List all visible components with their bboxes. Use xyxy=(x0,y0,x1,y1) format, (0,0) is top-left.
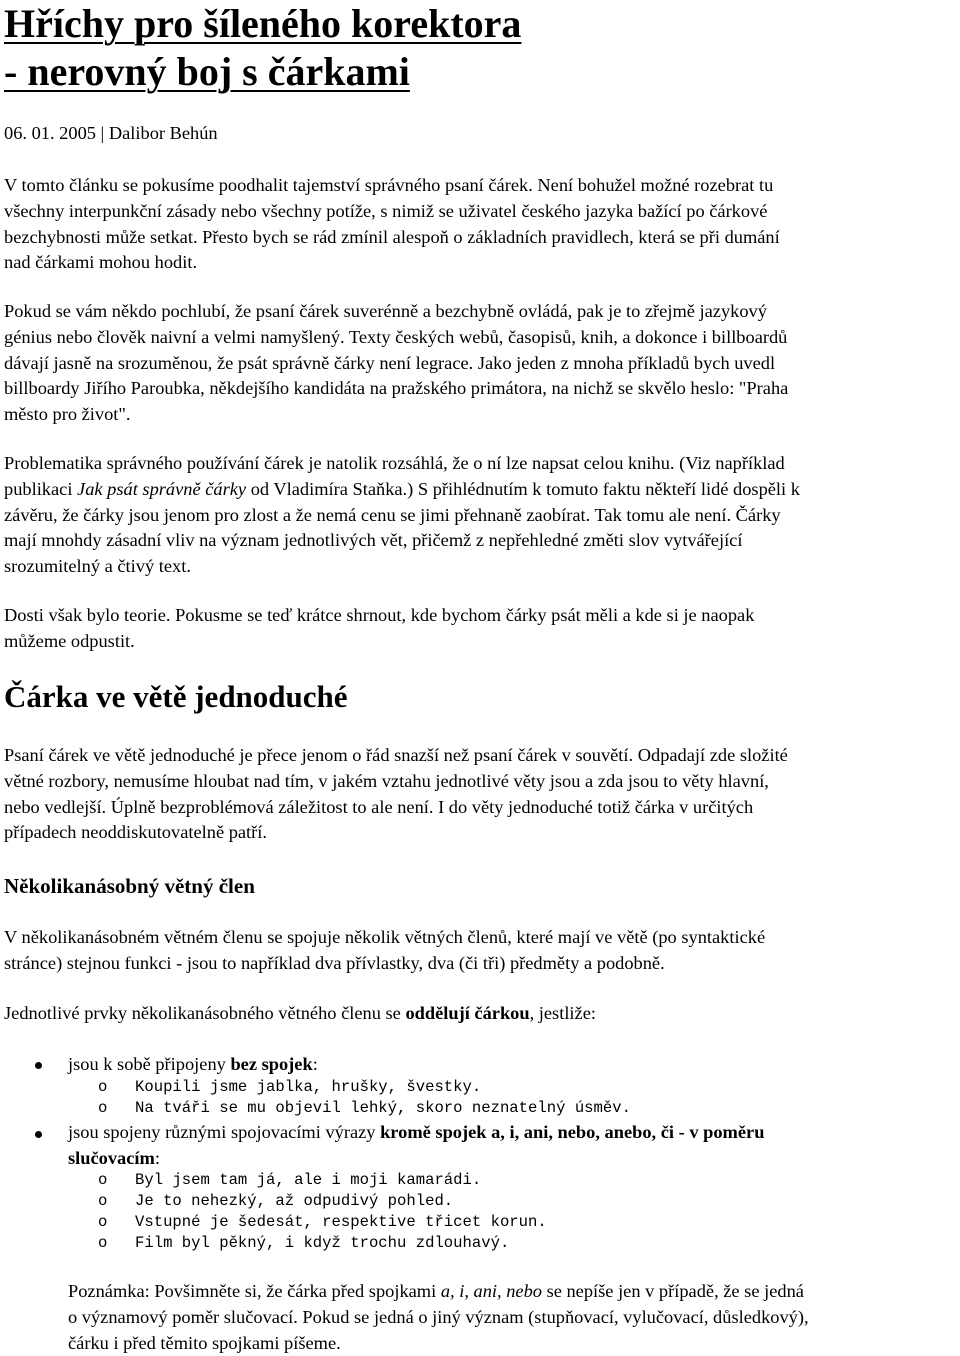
text-span: se nepíše jen v případě, že se jedná xyxy=(541,1281,804,1301)
text-span: : xyxy=(312,1054,318,1074)
intro-paragraph-3 xyxy=(4,451,800,580)
section1-paragraph xyxy=(4,743,788,846)
example-sentence: Byl jsem tam já, ale i moji kamarádi. xyxy=(135,1171,482,1189)
text-line: město pro život". xyxy=(4,404,131,425)
text-line: Dosti však bylo teorie. Pokusme se teď krátce shrnout, kde bychom čárky psát měli a kde si je naopak xyxy=(4,605,755,625)
section-heading-simple-sentence: Čárka ve větě jednoduché xyxy=(4,679,348,714)
text-line: V tomto článku se pokusíme poodhalit tajemství správného psaní čárek. Není bohužel možné rozebrat tu xyxy=(4,175,774,195)
bullet-dot xyxy=(35,1062,42,1069)
intro-paragraph-2 xyxy=(4,299,788,428)
text-span: od Vladimíra Staňka.) S přihlédnutím k tomuto faktu někteří lidé dospěli k xyxy=(246,478,800,499)
sub-bullet-marker: o xyxy=(98,1192,108,1210)
article-meta: 06. 01. 2005 | Dalibor Behún xyxy=(4,123,218,143)
note-paragraph xyxy=(68,1279,809,1356)
title-line-2[interactable]: - nerovný boj s čárkami xyxy=(4,49,410,94)
text-line: dávají jasně na srozuměnou, že psát správně čárky není legrace. Jako jeden z mnoha příkladů bych uvedl xyxy=(4,352,776,373)
bold-phrase: bez spojek xyxy=(230,1054,313,1074)
book-title: Jak psát správně čárky xyxy=(77,478,247,499)
text-line: Psaní čárek ve větě jednoduché je přece jenom o řád snazší než psaní čárek v souvětí. Odpadají zde složité xyxy=(4,745,788,765)
title-line-1[interactable]: Hříchy pro šíleného korektora xyxy=(4,1,522,46)
bullet-item-1 xyxy=(68,1052,318,1078)
text-line: můžeme odpustit. xyxy=(4,630,135,651)
text-line: nad čárkami mohou hodit. xyxy=(4,252,198,273)
text-span: , jestliže: xyxy=(529,1003,596,1023)
text-line xyxy=(4,477,800,503)
text-line: o významový poměr slučovací. Pokud se jedná o jiný význam (stupňovací, vylučovací, důsledkový), xyxy=(68,1306,809,1327)
sub-bullet-marker: o xyxy=(98,1171,108,1189)
text-line: všechny interpunkční zásady nebo všechny potíže, s nimiž se uživatel českého jazyka bažící po čárkové xyxy=(4,200,768,221)
sub-bullet-marker: o xyxy=(98,1078,108,1096)
text-line: závěru, že čárky jsou jenom pro zlost a že nemá cenu se jimi přehnaně zaobírat. Tak tomu ale není. Čárky xyxy=(4,504,781,525)
text-span: Jednotlivé prvky několikanásobného větného členu se xyxy=(4,1003,406,1023)
italic-conjunctions: a, i, ani, nebo xyxy=(440,1281,542,1301)
sub-bullet-marker: o xyxy=(98,1099,108,1117)
text-span: jsou k sobě připojeny xyxy=(68,1054,231,1074)
text-span: jsou spojeny různými spojovacími výrazy xyxy=(68,1122,381,1142)
text-line xyxy=(68,1279,809,1305)
text-line: případech neoddiskutovatelně patří. xyxy=(4,822,268,843)
text-line: srozumitelný a čtivý text. xyxy=(4,556,191,577)
example-sentence: Film byl pěkný, i když trochu zdlouhavý. xyxy=(135,1234,510,1252)
text-line: Problematika správného používání čárek je natolik rozsáhlá, že o ní lze napsat celou knihu. (Viz například xyxy=(4,453,785,473)
example-sentence: Koupili jsme jablka, hrušky, švestky. xyxy=(135,1078,482,1096)
intro-paragraph-1 xyxy=(4,173,780,276)
section-heading-multiple-member: Několikanásobný větný člen xyxy=(4,874,255,898)
text-line xyxy=(68,1146,764,1172)
sub-bullet-marker: o xyxy=(98,1213,108,1231)
bullet-dot xyxy=(35,1131,42,1138)
text-line: nebo vedlejší. Úplně bezproblémová záležitost to ale není. I do věty jednoduché totiž čárka v určitých xyxy=(4,796,754,817)
text-line: větné rozbory, nemusíme hloubat nad tím, v jakém vztahu jednotlivé věty jsou a zda jsou to věty hlavní, xyxy=(4,770,769,791)
text-line: bezchybnosti může setkat. Přesto bych se rád zmínil alespoň o základních pravidlech, která se při dumání xyxy=(4,226,780,247)
text-line: stránce) stejnou funkci - jsou to například dva přívlastky, dva (či tři) předměty a podobně. xyxy=(4,952,665,973)
bullet-item-2 xyxy=(68,1120,764,1172)
example-sentence: Vstupné je šedesát, respektive třicet korun. xyxy=(135,1213,547,1231)
sub-bullet-marker: o xyxy=(98,1234,108,1252)
text-span: : xyxy=(154,1147,160,1168)
bold-phrase: slučovacím xyxy=(68,1147,155,1168)
section2-paragraph-2 xyxy=(4,1001,596,1027)
text-line: billboardy Jiřího Paroubka, někdejšího kandidáta na pražského primátora, na nichž se skvělo heslo: "Praha xyxy=(4,378,789,399)
text-line: mají mnohdy zásadní vliv na význam jednotlivých vět, přičemž z nepřehledné změti slov vytvářející xyxy=(4,530,743,551)
text-span: Poznámka: Povšimněte si, že čárka před spojkami xyxy=(68,1281,441,1301)
article-title[interactable] xyxy=(4,0,521,96)
section2-paragraph-1 xyxy=(4,925,765,977)
bold-phrase: kromě spojek a, i, ani, nebo, anebo, či - v poměru xyxy=(380,1122,765,1142)
article-title-link[interactable] xyxy=(4,1,521,94)
text-line xyxy=(68,1120,764,1146)
text-line: génius nebo člověk naivní a velmi namyšlený. Texty českých webů, časopisů, knih, a dokonce i billboardů xyxy=(4,326,788,347)
text-line: V několikanásobném větném členu se spojuje několik větných členů, které mají ve větě (po syntaktické xyxy=(4,927,766,947)
example-sentence: Na tváři se mu objevil lehký, skoro neznatelný úsměv. xyxy=(135,1099,631,1117)
text-line: Pokud se vám někdo pochlubí, že psaní čárek suverénně a bezchybně ovládá, pak je to zřejmě jazykový xyxy=(4,301,767,321)
text-line: čárku i před těmito spojkami píšeme. xyxy=(68,1332,341,1353)
bold-phrase: oddělují čárkou xyxy=(405,1003,530,1023)
text-span: publikaci xyxy=(4,478,78,499)
intro-paragraph-4 xyxy=(4,603,754,655)
example-sentence: Je to nehezký, až odpudivý pohled. xyxy=(135,1192,454,1210)
